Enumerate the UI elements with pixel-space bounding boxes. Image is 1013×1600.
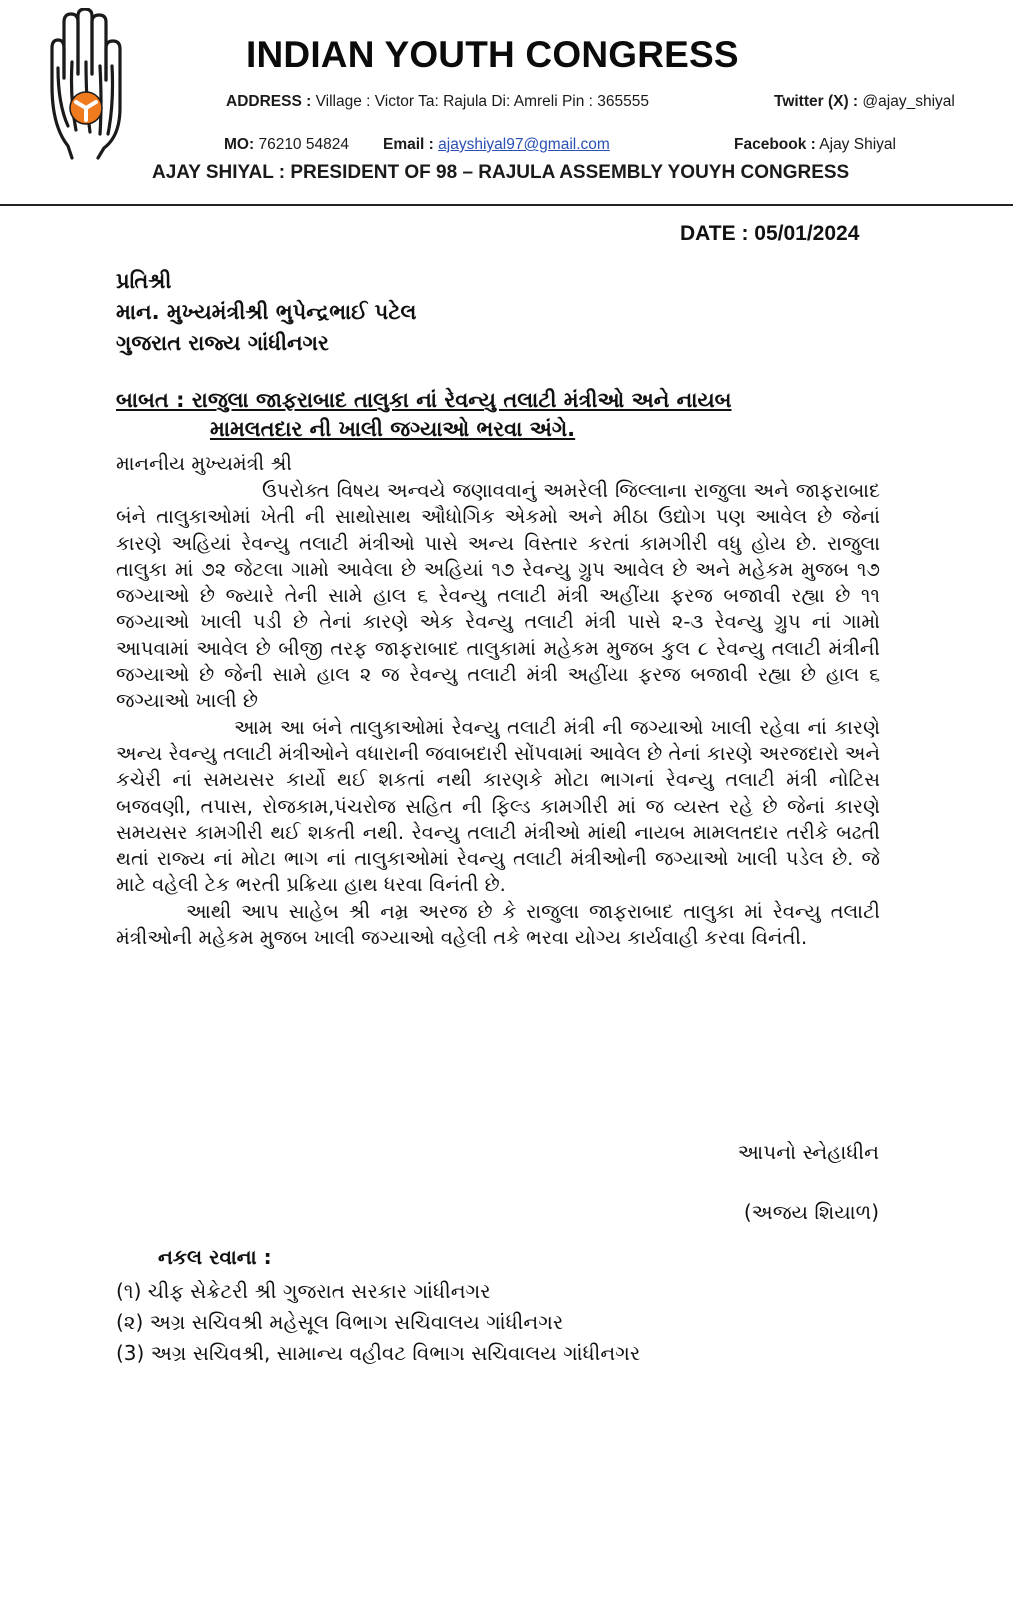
mobile-line [224, 136, 349, 154]
facebook-name: Ajay Shiyal [819, 136, 896, 153]
twitter-label: Twitter (X) : [774, 93, 859, 110]
letterhead-divider [0, 204, 1013, 206]
letterhead [0, 0, 1013, 210]
recipient-line-2: માન. મુખ્યમંત્રીશ્રી ભુપેન્દ્રભાઈ પટેલ [116, 300, 417, 324]
copy-item-1: (૧) ચીફ સેક્રેટરી શ્રી ગુજરાત સરકાર ગાંધીનગર [116, 1279, 491, 1303]
twitter-line [774, 93, 955, 111]
copy-item-3: (3) અગ્ર સચિવશ્રી, સામાન્ય વહીવટ વિભાગ સચિવાલય ગાંધીનગર [116, 1341, 641, 1365]
recipient-line-3: ગુજરાત રાજ્ય ગાંધીનગર [116, 331, 329, 355]
letter-date: DATE : 05/01/2024 [680, 222, 860, 245]
closing-phrase: આપનો સ્નેહાધીન [737, 1140, 879, 1164]
copies-title: નકલ રવાના : [158, 1245, 272, 1269]
organization-title: INDIAN YOUTH CONGRESS [246, 34, 739, 75]
mobile-number: 76210 54824 [258, 136, 349, 153]
body-paragraph-3: આથી આપ સાહેબ શ્રી નમ્ર અરજ છે કે રાજુલા જાફરાબાદ તાલુકા માં રેવન્યુ તલાટી મંત્રીઓની મહેકમ મુજબ ખાલી જગ્યાઓ વહેલી તકે ભરવા યોગ્ય કાર્યવાહી કરવા વિનંતી. [116, 899, 880, 950]
email-label: Email : [383, 136, 434, 153]
copy-item-2: (૨) અગ્ર સચિવશ્રી મહેસૂલ વિભાગ સચિવાલય ગાંધીનગર [116, 1310, 564, 1334]
twitter-handle: @ajay_shiyal [862, 93, 955, 110]
signatory-name: (અજય શિયાળ) [743, 1200, 879, 1224]
facebook-label: Facebook : [734, 136, 816, 153]
email-line [383, 136, 610, 154]
copies-list [116, 1276, 640, 1369]
mobile-label: MO: [224, 136, 255, 153]
address-label: ADDRESS : [226, 93, 312, 110]
president-line: AJAY SHIYAL : PRESIDENT OF 98 – RAJULA ASSEMBLY YOUYH CONGRESS [152, 162, 850, 183]
salutation: માનનીય મુખ્યમંત્રી શ્રી [116, 452, 292, 475]
body-paragraph-1: ઉપરોક્ત વિષય અન્વયે જણાવવાનું અમરેલી જિલ્લાના રાજુલા અને જાફરાબાદ બંને તાલુકાઓમાં ખેતી ની સાથોસાથ ઔધોગિક એકમો અને મીઠા ઉદ્યોગ પણ આવેલ છે જેનાં કારણે અહિયાં રેવન્યુ તલાટી મંત્રીઓ પાસે અન્ય વિસ્તાર કરતાં કામગીરી વધુ હોય છે. રાજુલા તાલુકા માં ૭૨ જેટલા ગામો આવેલા છે અહિયાં ૧૭ રેવન્યુ ગ્રુપ આવેલ છે અને મહેકમ મુજબ ૧૭ જગ્યાઓ છે જ્યારે તેની સામે હાલ ૬ રેવન્યુ તલાટી મંત્રી અહીંયા ફરજ બજાવી રહ્યા છે ૧૧ જગ્યાઓ ખાલી પડી છે તેનાં કારણે એક રેવન્યુ તલાટી મંત્રી પાસે ૨-૩ રેવન્યુ ગ્રુપ નાં ગામો આપવામાં આવેલ છે બીજી તરફ જાફરાબાદ તાલુકામાં મહેકમ મુજબ કુલ ૮ રેવન્યુ તલાટી મંત્રીની જગ્યાઓ છે જેની સામે હાલ ૨ જ રેવન્યુ તલાટી મંત્રી અહીંયા ફરજ બજાવી રહ્યા છે હાલ ૬ જગ્યાઓ ખાલી છે [116, 479, 880, 713]
recipient-line-1: પ્રતિશ્રી [116, 269, 172, 293]
address-value: Village : Victor Ta: Rajula Di: Amreli Pin : 365555 [315, 93, 650, 110]
address-line [226, 93, 649, 111]
facebook-line [734, 136, 896, 154]
letter-body [116, 478, 880, 951]
subject-block [116, 386, 886, 444]
body-paragraph-2: આમ આ બંને તાલુકાઓમાં રેવન્યુ તલાટી મંત્રી ની જગ્યાઓ ખાલી રહેવા નાં કારણે અન્ય રેવન્યુ તલાટી મંત્રીઓને વધારાની જવાબદારી સોંપવામાં આવેલ છે તેનાં કારણે અરજદારો અને કચેરી નાં સમયસર કાર્યો થઈ શકતાં નથી કારણકે મોટા ભાગનાં રેવન્યુ તલાટી મંત્રી નોટિસ બજવણી, તપાસ, રોજકામ,પંચરોજ સહિત ની ફિલ્ડ કામગીરી માં જ વ્યસ્ત રહે છે જેનાં કારણે સમયસર કામગીરી થઈ શકતી નથી. રેવન્યુ તલાટી મંત્રીઓ માંથી નાયબ મામલતદાર તરીકે બઢતી થતાં રાજ્ય નાં મોટા ભાગ નાં તાલુકાઓમાં રેવન્યુ તલાટી મંત્રીઓની જગ્યાઓ ખાલી પડેલ છે. જે માટે વહેલી ટેક ભરતી પ્રક્રિયા હાથ ધરવા વિનંતી છે. [116, 715, 880, 897]
subject-line-2: મામલતદાર ની ખાલી જગ્યાઓ ભરવા અંગે. [210, 417, 576, 441]
email-link[interactable]: ajayshiyal97@gmail.com [438, 136, 610, 153]
subject-line-1: બાબત : રાજુલા જાફરાબાદ તાલુકા નાં રેવન્યુ તલાટી મંત્રીઓ અને નાયબ [116, 388, 732, 412]
recipient-block [116, 266, 416, 359]
congress-hand-logo-icon [38, 8, 130, 160]
